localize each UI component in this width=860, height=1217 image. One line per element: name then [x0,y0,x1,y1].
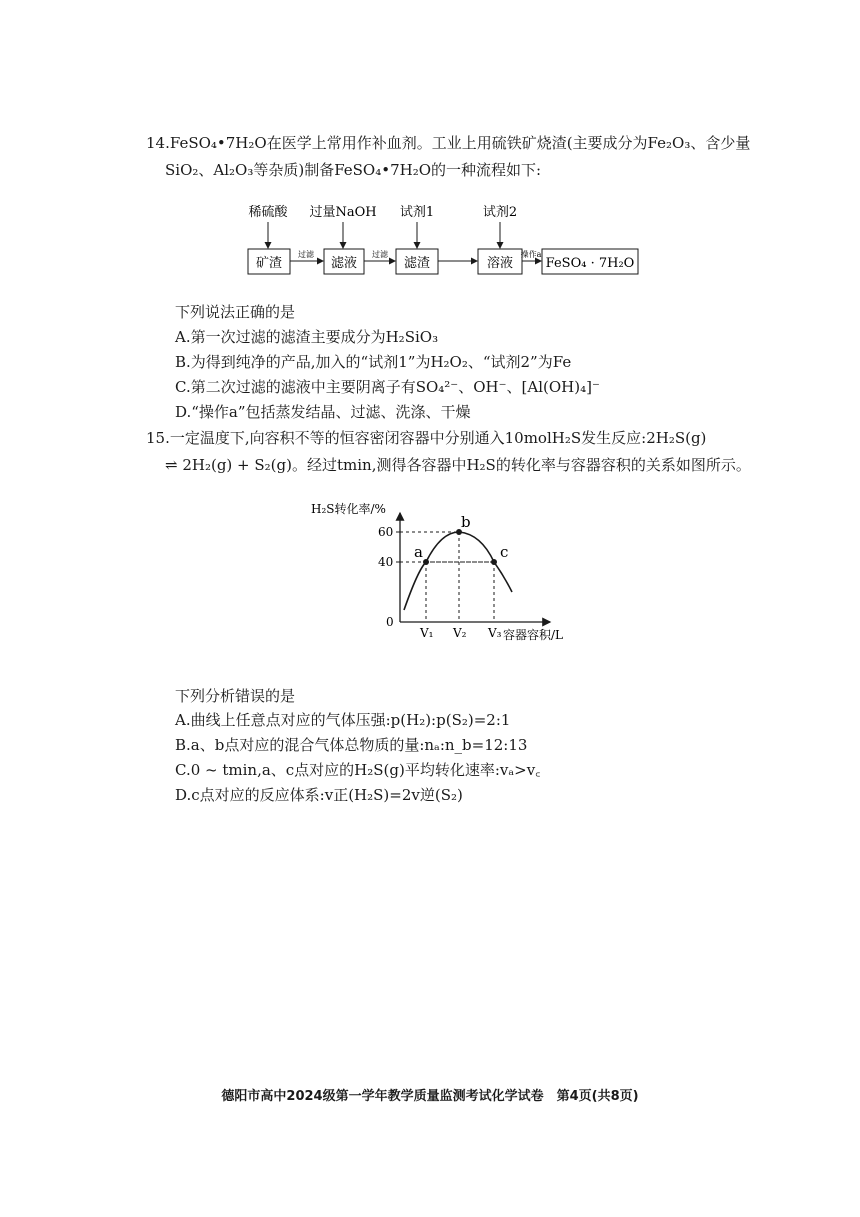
x-tick-label: V₁ [420,626,434,640]
q15-line1: 15.一定温度下,向容积不等的恒容密闭容器中分别通入10molH₂S发生反应:2H₂S(g) [146,429,707,447]
reagent-label: 稀硫酸 [248,205,288,220]
arrow-label: 过滤 [372,250,388,259]
q14-option-b: B.为得到纯净的产品,加入的“试剂1”为H₂O₂、“试剂2”为Fe [175,353,572,371]
q15-line2: ⇌ 2H₂(g) + S₂(g)。经过tmin,测得各容器中H₂S的转化率与容器容积的关系如图所示。 [165,456,751,474]
reagent-label: 试剂1 [399,205,435,220]
flow-box-label: 矿渣 [255,256,283,271]
q15-option-a: A.曲线上任意点对应的气体压强:p(H₂):p(S₂)=2:1 [175,711,511,729]
conversion-chart [305,495,590,655]
chart-svg [305,495,590,655]
x-axis-label: 容器容积/L [503,628,564,642]
q14-option-a: A.第一次过滤的滤渣主要成分为H₂SiO₃ [175,328,439,346]
y-axis-label: H₂S转化率/% [311,502,386,516]
flow-box-label: 滤渣 [403,256,431,271]
flow-box-label: 滤液 [330,256,358,271]
point-label: b [461,513,471,531]
q15-option-d: D.c点对应的反应体系:v正(H₂S)=2v逆(S₂) [175,786,463,804]
process-flow-diagram [230,198,650,278]
x-tick-label: V₂ [453,626,467,640]
q14-option-d: D.“操作a”包括蒸发结晶、过滤、洗涤、干燥 [175,403,471,421]
q14-stem: 下列说法正确的是 [175,303,296,321]
flow-box-label: FeSO₄ · 7H₂O [545,256,635,271]
flow-box-label: 溶液 [486,256,514,271]
y-tick-label: 40 [378,555,394,569]
page-footer: 德阳市高中2024级第一学年教学质量监测考试化学试卷 第4页(共8页) [221,1089,639,1104]
x-tick-label: V₃ [488,626,502,640]
point-label: c [500,543,509,561]
origin-label: 0 [386,615,394,629]
reagent-label: 试剂2 [482,205,518,220]
q15-option-c: C.0 ~ tmin,a、c点对应的H₂S(g)平均转化速率:vₐ>v꜀ [175,761,541,779]
q14-option-c: C.第二次过滤的滤液中主要阴离子有SO₄²⁻、OH⁻、[Al(OH)₄]⁻ [175,378,600,396]
y-tick-label: 60 [378,525,394,539]
arrow-label: 操作a [520,250,542,259]
arrow-label: 过滤 [298,250,314,259]
point-label: a [414,543,423,561]
q15-option-b: B.a、b点对应的混合气体总物质的量:nₐ:n_b=12:13 [175,736,528,754]
q15-stem: 下列分析错误的是 [175,687,296,705]
q14-line1: 14.FeSO₄•7H₂O在医学上常用作补血剂。工业上用硫铁矿烧渣(主要成分为Fe₂O₃、含少量 [146,134,751,152]
reagent-label: 过量NaOH [309,205,377,220]
q14-line2: SiO₂、Al₂O₃等杂质)制备FeSO₄•7H₂O的一种流程如下: [165,161,542,179]
